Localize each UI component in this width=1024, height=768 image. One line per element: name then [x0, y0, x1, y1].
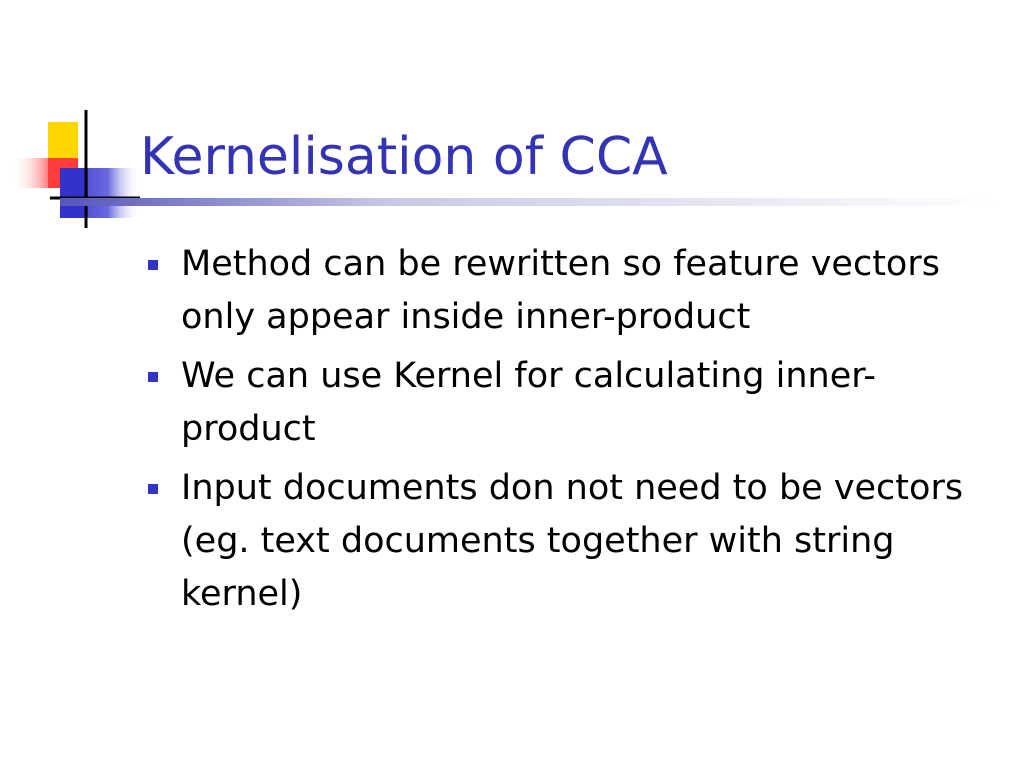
title-underline — [60, 194, 1000, 208]
slide-title: Kernelisation of CCA — [140, 127, 668, 187]
bullet-text: Method can be rewritten so feature vectors only appear inside inner-product — [181, 244, 940, 337]
bullet-text: We can use Kernel for calculating inner-product — [181, 356, 877, 449]
bullet-text: Input documents don not need to be vectors (eg. text documents together with string kernel) — [181, 468, 964, 614]
square-bullet-icon — [148, 372, 158, 382]
bullet-item — [148, 350, 1008, 456]
square-bullet-icon — [148, 484, 158, 494]
bullet-item — [148, 238, 1008, 344]
bullet-list — [148, 238, 1008, 627]
square-bullet-icon — [148, 260, 158, 270]
bullet-item — [148, 462, 1008, 621]
color-blocks-crosshair-icon — [0, 100, 150, 240]
